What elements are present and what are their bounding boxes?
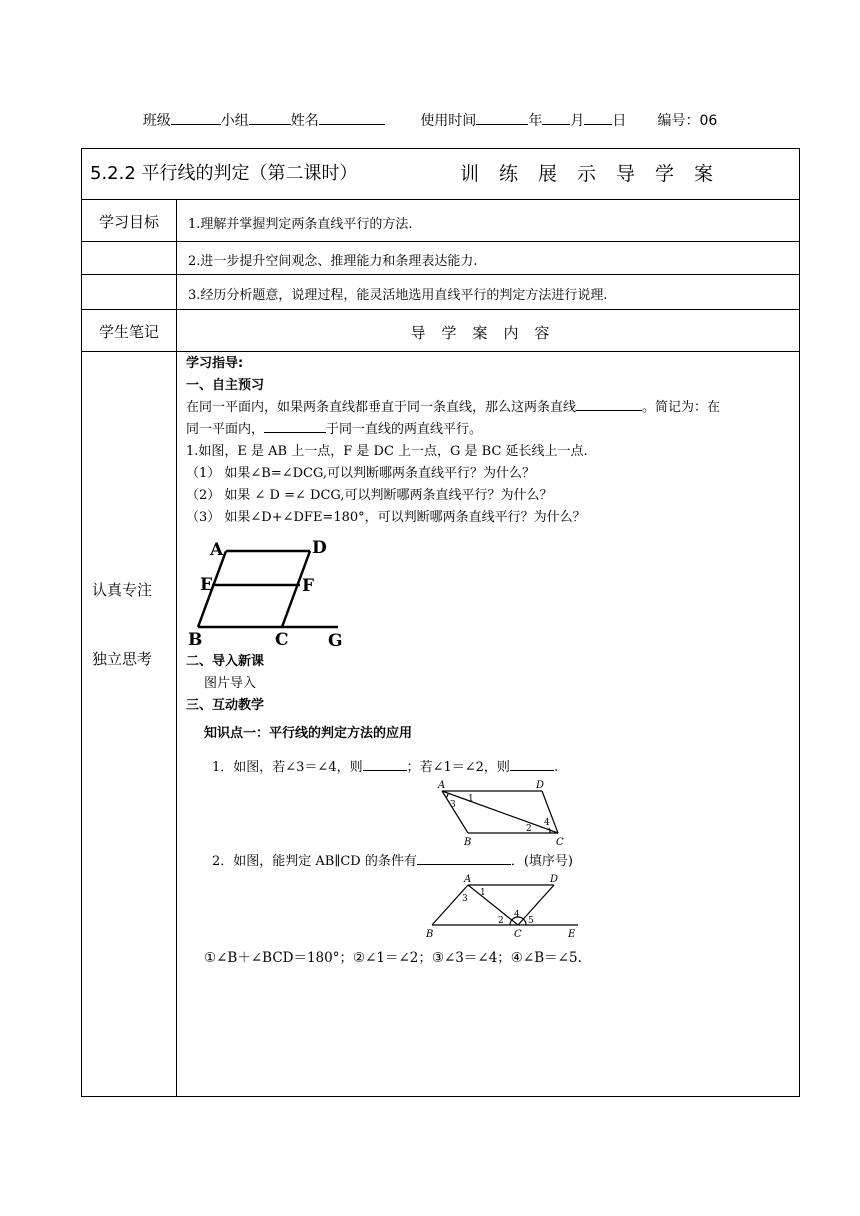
fig2-label-c: C — [556, 837, 564, 847]
question-1-part-3: （3） 如果∠D+∠DFE=180°，可以判断哪两条直线平行？为什么？ — [186, 510, 586, 525]
fig3-angle-5: 5 — [528, 916, 534, 926]
header-line — [0, 110, 860, 130]
worksheet-type: 训练展示导学案 — [460, 163, 734, 185]
group-blank — [249, 110, 291, 125]
exercise-1 — [186, 757, 794, 779]
goal-item-3: 3.经历分析题意，说理过程，能灵活地选用直线平行的判定方法进行说理. — [188, 288, 608, 303]
fig3-label-c: C — [514, 929, 522, 940]
lesson-content — [186, 353, 794, 969]
exercise-2 — [186, 851, 794, 873]
content-heading: 导学案内容 — [410, 324, 566, 342]
fig3-label-d: D — [550, 874, 559, 885]
row-divider — [82, 241, 799, 242]
preview-text: 于同一直线的两直线平行。 — [326, 422, 483, 437]
code-number: 编号：06 — [657, 113, 718, 129]
answer-blank — [417, 851, 511, 865]
parallelogram-figure — [186, 535, 356, 647]
exercise-2-figure — [186, 873, 794, 941]
fig3-label-a: A — [464, 874, 472, 885]
fig3-label-e: E — [568, 929, 576, 940]
lesson-title: 5.2.2 平行线的判定（第二课时） — [90, 163, 358, 184]
worksheet-table — [81, 148, 800, 1097]
fig3-angle-4: 4 — [514, 910, 520, 920]
preview-paragraph-1 — [186, 397, 794, 419]
exercise-text: ．(填序号) — [510, 854, 574, 869]
intro-text: 图片导入 — [204, 676, 257, 691]
month-blank — [542, 110, 570, 125]
fig2-label-a: A — [438, 780, 446, 791]
year-blank — [476, 110, 528, 125]
exercise-text: ；若∠1＝∠2，则 — [406, 760, 510, 775]
month-label: 月 — [570, 113, 585, 129]
fig2-angle-1: 1 — [468, 794, 474, 804]
row-divider — [82, 309, 799, 310]
row-divider — [82, 199, 799, 200]
row-divider — [82, 274, 799, 275]
name-label: 姓名 — [290, 113, 319, 129]
goal-item-1: 1.理解并掌握判定两条直线平行的方法. — [188, 217, 413, 232]
section-interactive: 三、互动教学 — [186, 698, 265, 713]
knowledge-point-1: 知识点一：平行线的判定方法的应用 — [204, 726, 413, 741]
title-row — [90, 159, 734, 185]
exercise-text: 1．如图，若∠3＝∠4，则 — [212, 760, 363, 775]
day-label: 日 — [612, 113, 627, 129]
fig1-label-g: G — [328, 631, 343, 647]
answer-blank — [576, 397, 642, 411]
fig1-label-b: B — [188, 630, 203, 647]
question-1: 1.如图，E 是 AB 上一点，F 是 DC 上一点，G 是 BC 延长线上一点. — [186, 444, 588, 459]
day-blank — [584, 110, 612, 125]
fig2-angle-3: 3 — [450, 800, 456, 810]
answer-blank — [363, 757, 407, 771]
fig3-angle-1: 1 — [480, 888, 486, 898]
fig3-angle-2: 2 — [498, 916, 504, 926]
section-intro: 二、导入新课 — [186, 654, 265, 669]
answer-blank — [510, 757, 554, 771]
fig1-label-e: E — [200, 575, 213, 595]
class-label: 班级 — [142, 113, 171, 129]
fig1-label-c: C — [275, 630, 289, 647]
preview-text: 。简记为：在 — [642, 400, 721, 415]
row-divider — [82, 351, 799, 352]
time-label: 使用时间 — [420, 113, 477, 129]
group-label: 小组 — [220, 113, 249, 129]
class-blank — [171, 110, 221, 125]
preview-text: 在同一平面内，如果两条直线都垂直于同一条直线，那么这两条直线 — [186, 400, 577, 415]
question-1-part-2: （2） 如果 ∠ D =∠ DCG,可以判断哪两条直线平行？为什么？ — [186, 488, 553, 503]
goal-item-2: 2.进一步提升空间观念、推理能力和条理表达能力. — [188, 254, 478, 269]
question-1-part-1: （1） 如果∠B=∠DCG,可以判断哪两条直线平行？为什么？ — [186, 466, 536, 481]
fig2-angle-4: 4 — [544, 818, 550, 828]
section-preview: 一、自主预习 — [186, 378, 265, 393]
fig1-label-a: A — [210, 540, 224, 560]
fig3-label-b: B — [426, 929, 434, 940]
goals-label: 学习目标 — [98, 213, 159, 231]
name-blank — [319, 110, 385, 125]
side-note-focus: 认真专注 — [92, 581, 153, 599]
preview-text: 同一平面内， — [186, 422, 265, 437]
year-label: 年 — [528, 113, 543, 129]
fig1-label-f: F — [302, 576, 315, 596]
side-note-think: 独立思考 — [92, 650, 153, 668]
fig1-label-d: D — [312, 538, 327, 558]
exercise-2-options: ①∠B＋∠BCD＝180°；②∠1＝∠2；③∠3＝∠4；④∠B＝∠5. — [204, 950, 582, 966]
exercise-text: . — [553, 760, 559, 775]
preview-paragraph-2 — [186, 419, 794, 441]
notes-label: 学生笔记 — [98, 323, 159, 341]
exercise-text: 2．如图，能判定 AB∥CD 的条件有 — [212, 854, 417, 869]
exercise-1-figure — [186, 779, 794, 847]
answer-blank — [264, 419, 326, 433]
guide-heading: 学习指导: — [186, 356, 244, 371]
fig2-label-b: B — [464, 837, 472, 847]
fig2-angle-2: 2 — [526, 824, 532, 834]
fig2-label-d: D — [536, 780, 545, 791]
fig3-angle-3: 3 — [462, 894, 468, 904]
